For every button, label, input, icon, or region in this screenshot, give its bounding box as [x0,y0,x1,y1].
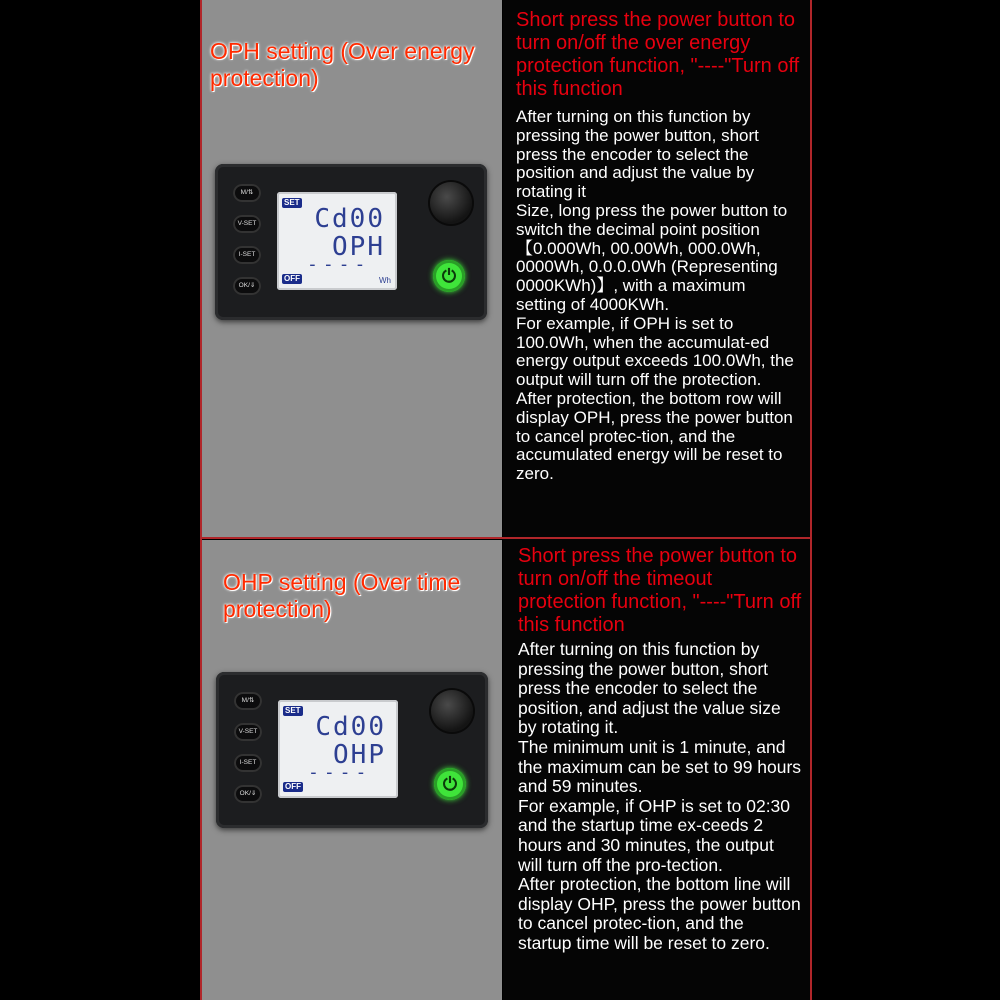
ohp-setting-label: OHP setting (Over time protection) [223,569,461,622]
ohp-paragraph-3: For example, if OHP is set to 02:30 and the startup time ex-ceeds 2 hours and 30 minutes, the output will turn off the pro-tection. [518,795,791,875]
lcd-row-2: OPH [332,232,385,262]
v-set-button[interactable]: V-SET [234,723,262,741]
lcd-row-3: ---- [307,254,371,275]
section-divider [202,537,810,539]
lcd-row-2: OHP [333,740,386,770]
ohp-paragraph-2: The minimum unit is 1 minute, and the maximum can be set to 99 hours and 59 minutes. [518,736,802,797]
power-button-icon[interactable]: ⏻ [433,260,465,292]
device-button-column [234,692,262,816]
power-button-icon[interactable]: ⏻ [434,768,466,800]
rotary-encoder-icon[interactable] [431,690,473,732]
ohp-device-panel [216,672,488,828]
lcd-set-indicator: SET [285,706,301,715]
oph-paragraph-3: For example, if OPH is set to 100.0Wh, when the accumulat-ed energy output exceeds 100.0Wh, the output will turn off the protection. [516,313,794,390]
oph-device-panel [215,164,487,320]
i-set-button[interactable]: I-SET [234,754,262,772]
mode-button[interactable]: M/⇅ [234,692,262,710]
lcd-screen [277,192,397,290]
oph-white-description [516,108,800,484]
ohp-red-description: Short press the power button to turn on/off the timeout protection function, "----"Turn off this function [518,545,802,636]
oph-paragraph-4: After protection, the bottom row will display OPH, press the power button to cancel protec-tion, and the accumulated energy will be reset to zero. [516,388,793,484]
lcd-unit: Wh [379,276,391,285]
oph-setting-label: OPH setting (Over energy protection) [210,38,475,91]
ohp-white-description [518,640,802,954]
ok-button[interactable]: OK/⇓ [234,785,262,803]
i-set-button[interactable]: I-SET [233,246,261,264]
oph-paragraph-2: Size, long press the power button to switch the decimal point position 【0.000Wh, 00.00Wh, 000.0Wh, 0000Wh, 0.0.0.0Wh (Representing 0000KWh)】, with a maximum setting of 4000KWh. [516,200,788,314]
oph-paragraph-1: After turning on this function by pressing the power button, short press the encoder to select the position and adjust the value by rotating it [516,107,759,202]
lcd-off-indicator: OFF [285,782,301,791]
lcd-set-indicator: SET [284,198,300,207]
v-set-button[interactable]: V-SET [233,215,261,233]
lcd-row-1: Cd00 [315,712,386,742]
ok-button[interactable]: OK/⇓ [233,277,261,295]
lcd-off-indicator: OFF [284,274,300,283]
ohp-paragraph-1: After turning on this function by pressing the power button, short press the encoder to select the position, and adjust the value size by rotating it. [518,639,781,738]
lcd-screen [278,700,398,798]
oph-red-description: Short press the power button to turn on/off the over energy protection function, "----"Turn off this function [516,9,800,100]
device-button-column [233,184,261,308]
ohp-paragraph-4: After protection, the bottom line will display OHP, press the power button to cancel protec-tion, and the startup time will be reset to zero. [518,874,801,953]
rotary-encoder-icon[interactable] [430,182,472,224]
mode-button[interactable]: M/⇅ [233,184,261,202]
lcd-row-1: Cd00 [314,204,385,234]
lcd-row-3: ---- [308,762,372,783]
